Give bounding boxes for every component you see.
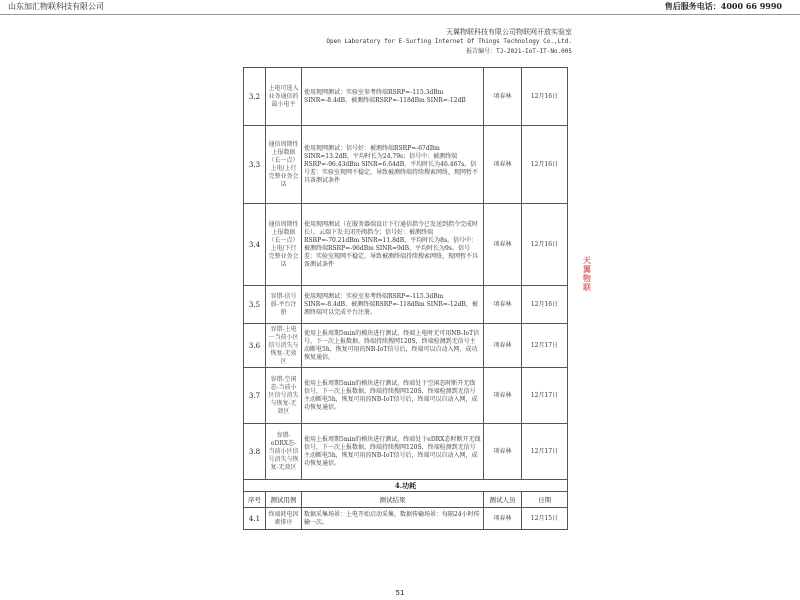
test-date: 12月17日 xyxy=(522,424,568,480)
test-case: 通信周期性上报数据（长一点）上电/下行完整业务会话 xyxy=(266,204,302,286)
test-case: 上电可选入业务通信的最小电平 xyxy=(266,68,302,126)
row-number: 3.4 xyxy=(244,204,266,286)
tester: 项春林 xyxy=(484,204,522,286)
header-person: 测试人员 xyxy=(484,492,522,508)
test-result: 使用上报周期5min的模块进行测试，终端处于eDRX态时断开无线信号，下一次上报数据，终端持续搜网120S，终端检测到无信号主动断电5h，恢复可用的NB-IoT信号后，终端可以自动入网，成功恢复通信。 xyxy=(302,424,484,480)
test-result: 使用现网测试：实验室参考终端RSRP=-115.3dBm SINR=-8.4dB，被测终端RSRP=-118dBm SINR=-12dB xyxy=(302,68,484,126)
table-row xyxy=(244,368,568,424)
page-number: 51 xyxy=(395,589,405,597)
test-case: 容错-空闲态-当前小区信号消失与恢复-无效区 xyxy=(266,368,302,424)
test-date: 12月16日 xyxy=(522,68,568,126)
table-row xyxy=(244,424,568,480)
header-date: 日期 xyxy=(522,492,568,508)
section-title: 4.功耗 xyxy=(244,480,568,492)
tester: 项春林 xyxy=(484,508,522,530)
tester: 项春林 xyxy=(484,126,522,204)
test-date: 12月17日 xyxy=(522,368,568,424)
header-result: 测试结果 xyxy=(302,492,484,508)
test-date: 12月15日 xyxy=(522,508,568,530)
tester: 项春林 xyxy=(484,68,522,126)
row-number: 4.1 xyxy=(244,508,266,530)
test-date: 12月16日 xyxy=(522,286,568,324)
row-number: 3.8 xyxy=(244,424,266,480)
table-header-row xyxy=(244,492,568,508)
row-number: 3.5 xyxy=(244,286,266,324)
header-no: 序号 xyxy=(244,492,266,508)
lab-name-cn: 天翼物联科技有限公司物联网开放实验室 xyxy=(446,28,572,36)
seal-text: 天翼物联 xyxy=(582,256,593,292)
document-top-bar xyxy=(0,0,800,15)
service-hotline: 售后服务电话：4000 66 9990 xyxy=(664,1,782,11)
lab-name-en: Open Laboratory for E-Surfing Internet Of Things Technology Co.,Ltd. xyxy=(326,38,572,45)
table-row xyxy=(244,204,568,286)
row-number: 3.6 xyxy=(244,324,266,368)
lab-header xyxy=(326,27,572,57)
test-result: 使用现网测试（在服务器端设计下行通信指令已发送到指令完成时长），云端下发关闭开阀指令；信号好：被测终端RSRP=-70.21dBm SINR=11.8dB，平均时长为8s。信号中：被测终端RSRP=-96dBm SINR=9dB，平均时长为9s。信号差：实验室现网不稳定，导致被测终端持续搜索网络，现网暂不具备测试条件 xyxy=(302,204,484,286)
test-case: 终端耗电因素排序 xyxy=(266,508,302,530)
test-date: 12月17日 xyxy=(522,324,568,368)
official-seal-stamp xyxy=(572,245,604,303)
company-name: 山东加汇物联科技有限公司 xyxy=(8,2,104,11)
row-number: 3.3 xyxy=(244,126,266,204)
tester: 项春林 xyxy=(484,424,522,480)
test-case: 容错-信号弱-平台注册 xyxy=(266,286,302,324)
test-result: 使用现网测试：实验室参考终端RSRP=-115.3dBm SINR=-8.4dB，被测终端RSRP=-118dBm SINR=-12dB，被测终端可以完成平台注册。 xyxy=(302,286,484,324)
test-date: 12月16日 xyxy=(522,204,568,286)
header-case: 测试用例 xyxy=(266,492,302,508)
table-row xyxy=(244,68,568,126)
row-number: 3.7 xyxy=(244,368,266,424)
row-number: 3.2 xyxy=(244,68,266,126)
table-row xyxy=(244,324,568,368)
test-result: 使用上报周期5min的模块进行测试，终端处于空闲态时断开无线信号，下一次上报数据，终端持续搜网120S，终端检测到无信号主动断电5h，恢复可用的NB-IoT信号后，终端可以自动入网，成功恢复通信。 xyxy=(302,368,484,424)
test-result: 使用上报周期5min的模块进行测试，终端上电时无可用NB-IoT信号，下一次上报数据，终端持续搜网120S，终端检测到无信号主动断电5h，恢复可用的NB-IoT信号后，终端可以自动入网，成功恢复通信。 xyxy=(302,324,484,368)
report-number: 报告编号：TJ-2021-IoT-IT-No.005 xyxy=(466,48,572,55)
test-case: 容错-上电一当前小区信号消失与恢复-无效区 xyxy=(266,324,302,368)
test-results-table xyxy=(243,67,568,530)
table-row xyxy=(244,286,568,324)
report-page xyxy=(200,22,580,567)
test-result: 使用现网测试：信号好：被测终端RSRP=-67dBm SINR=13.2dB，平均时长为24.79s；信号中：被测终端RSRP=-96.43dBm SINR=6.64dB，平均时长为46.467s。信号差：实验室现网不稳定，导致被测终端持续搜索网络，现网暂不具备测试条件 xyxy=(302,126,484,204)
section-title-row xyxy=(244,480,568,492)
tester: 项春林 xyxy=(484,368,522,424)
tester: 项春林 xyxy=(484,324,522,368)
test-result: 数据采集场景：上电开始启动采集，数据传输场景：每隔24小时传输一次。 xyxy=(302,508,484,530)
tester: 项春林 xyxy=(484,286,522,324)
table-row xyxy=(244,126,568,204)
test-case: 通信周期性上报数据（长一点）上电/上行完整业务会话 xyxy=(266,126,302,204)
table-row xyxy=(244,508,568,530)
test-date: 12月16日 xyxy=(522,126,568,204)
test-case: 容错-eDRX态-当前小区信号消失与恢复-无效区 xyxy=(266,424,302,480)
